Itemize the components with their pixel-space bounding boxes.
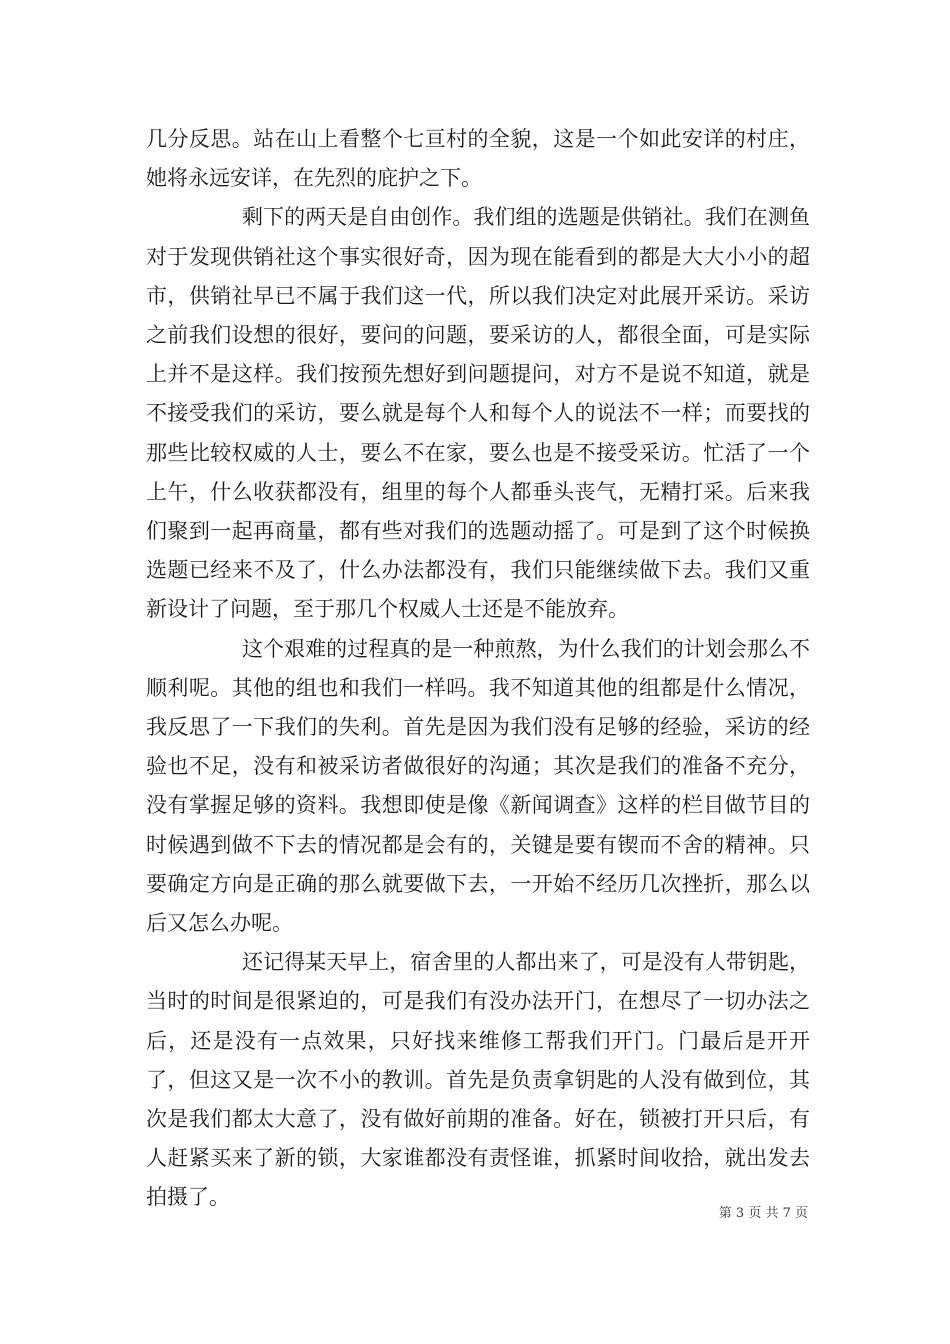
paragraph-reflection: 这个艰难的过程真的是一种煎熬，为什么我们的计划会那么不顺利呢。其他的组也和我们一样吗。我不知道其他的组都是什么情况，我反思了一下我们的失利。首先是因为我们没有足够的经验，采访的经验也不足，没有和被采访者做很好的沟通；其次是我们的准备不充分，没有掌握足够的资料。我想即使是像《新闻调查》这样的栏目做节目的时候遇到做不下去的情况都是会有的，关键是要有锲而不舍的精神。只要确定方向是正确的那么就要做下去，一开始不经历几次挫折，那么以后又怎么办呢。 <box>146 636 810 936</box>
paragraph-key-incident: 还记得某天早上，宿舍里的人都出来了，可是没有人带钥匙，当时的时间是很紧迫的，可是我们有没办法开门，在想尽了一切办法之后，还是没有一点效果，只好找来维修工帮我们开门。门最后是开开了，但这又是一次不小的教训。首先是负责拿钥匙的人没有做到位，其次是我们都太大意了，没有做好前期的准备。好在，锁被打开只后，有人赶紧买来了新的锁，大家谁都没有责怪谁，抓紧时间收拾，就出发去拍摄了。 <box>146 950 810 1210</box>
paragraph-continued: 几分反思。站在山上看整个七亘村的全貌，这是一个如此安详的村庄，她将永远安详，在先烈的庇护之下。 <box>146 127 810 191</box>
document-body <box>146 120 810 1218</box>
paragraph-free-creation: 剩下的两天是自由创作。我们组的选题是供销社。我们在测鱼对于发现供销社这个事实很好奇，因为现在能看到的都是大大小小的超市，供销社早已不属于我们这一代，所以我们决定对此展开采访。采访之前我们设想的很好，要问的问题，要采访的人，都很全面，可是实际上并不是这样。我们按预先想好到问题提问，对方不是说不知道，就是不接受我们的采访，要么就是每个人和每个人的说法不一样；而要找的那些比较权威的人士，要么不在家，要么也是不接受采访。忙活了一个上午，什么收获都没有，组里的每个人都垂头丧气，无精打采。后来我们聚到一起再商量，都有些对我们的选题动摇了。可是到了这个时候换选题已经来不及了，什么办法都没有，我们只能继续做下去。我们又重新设计了问题，至于那几个权威人士还是不能放弃。 <box>146 205 810 622</box>
page-number-footer: 第 3 页 共 7 页 <box>718 1206 808 1221</box>
